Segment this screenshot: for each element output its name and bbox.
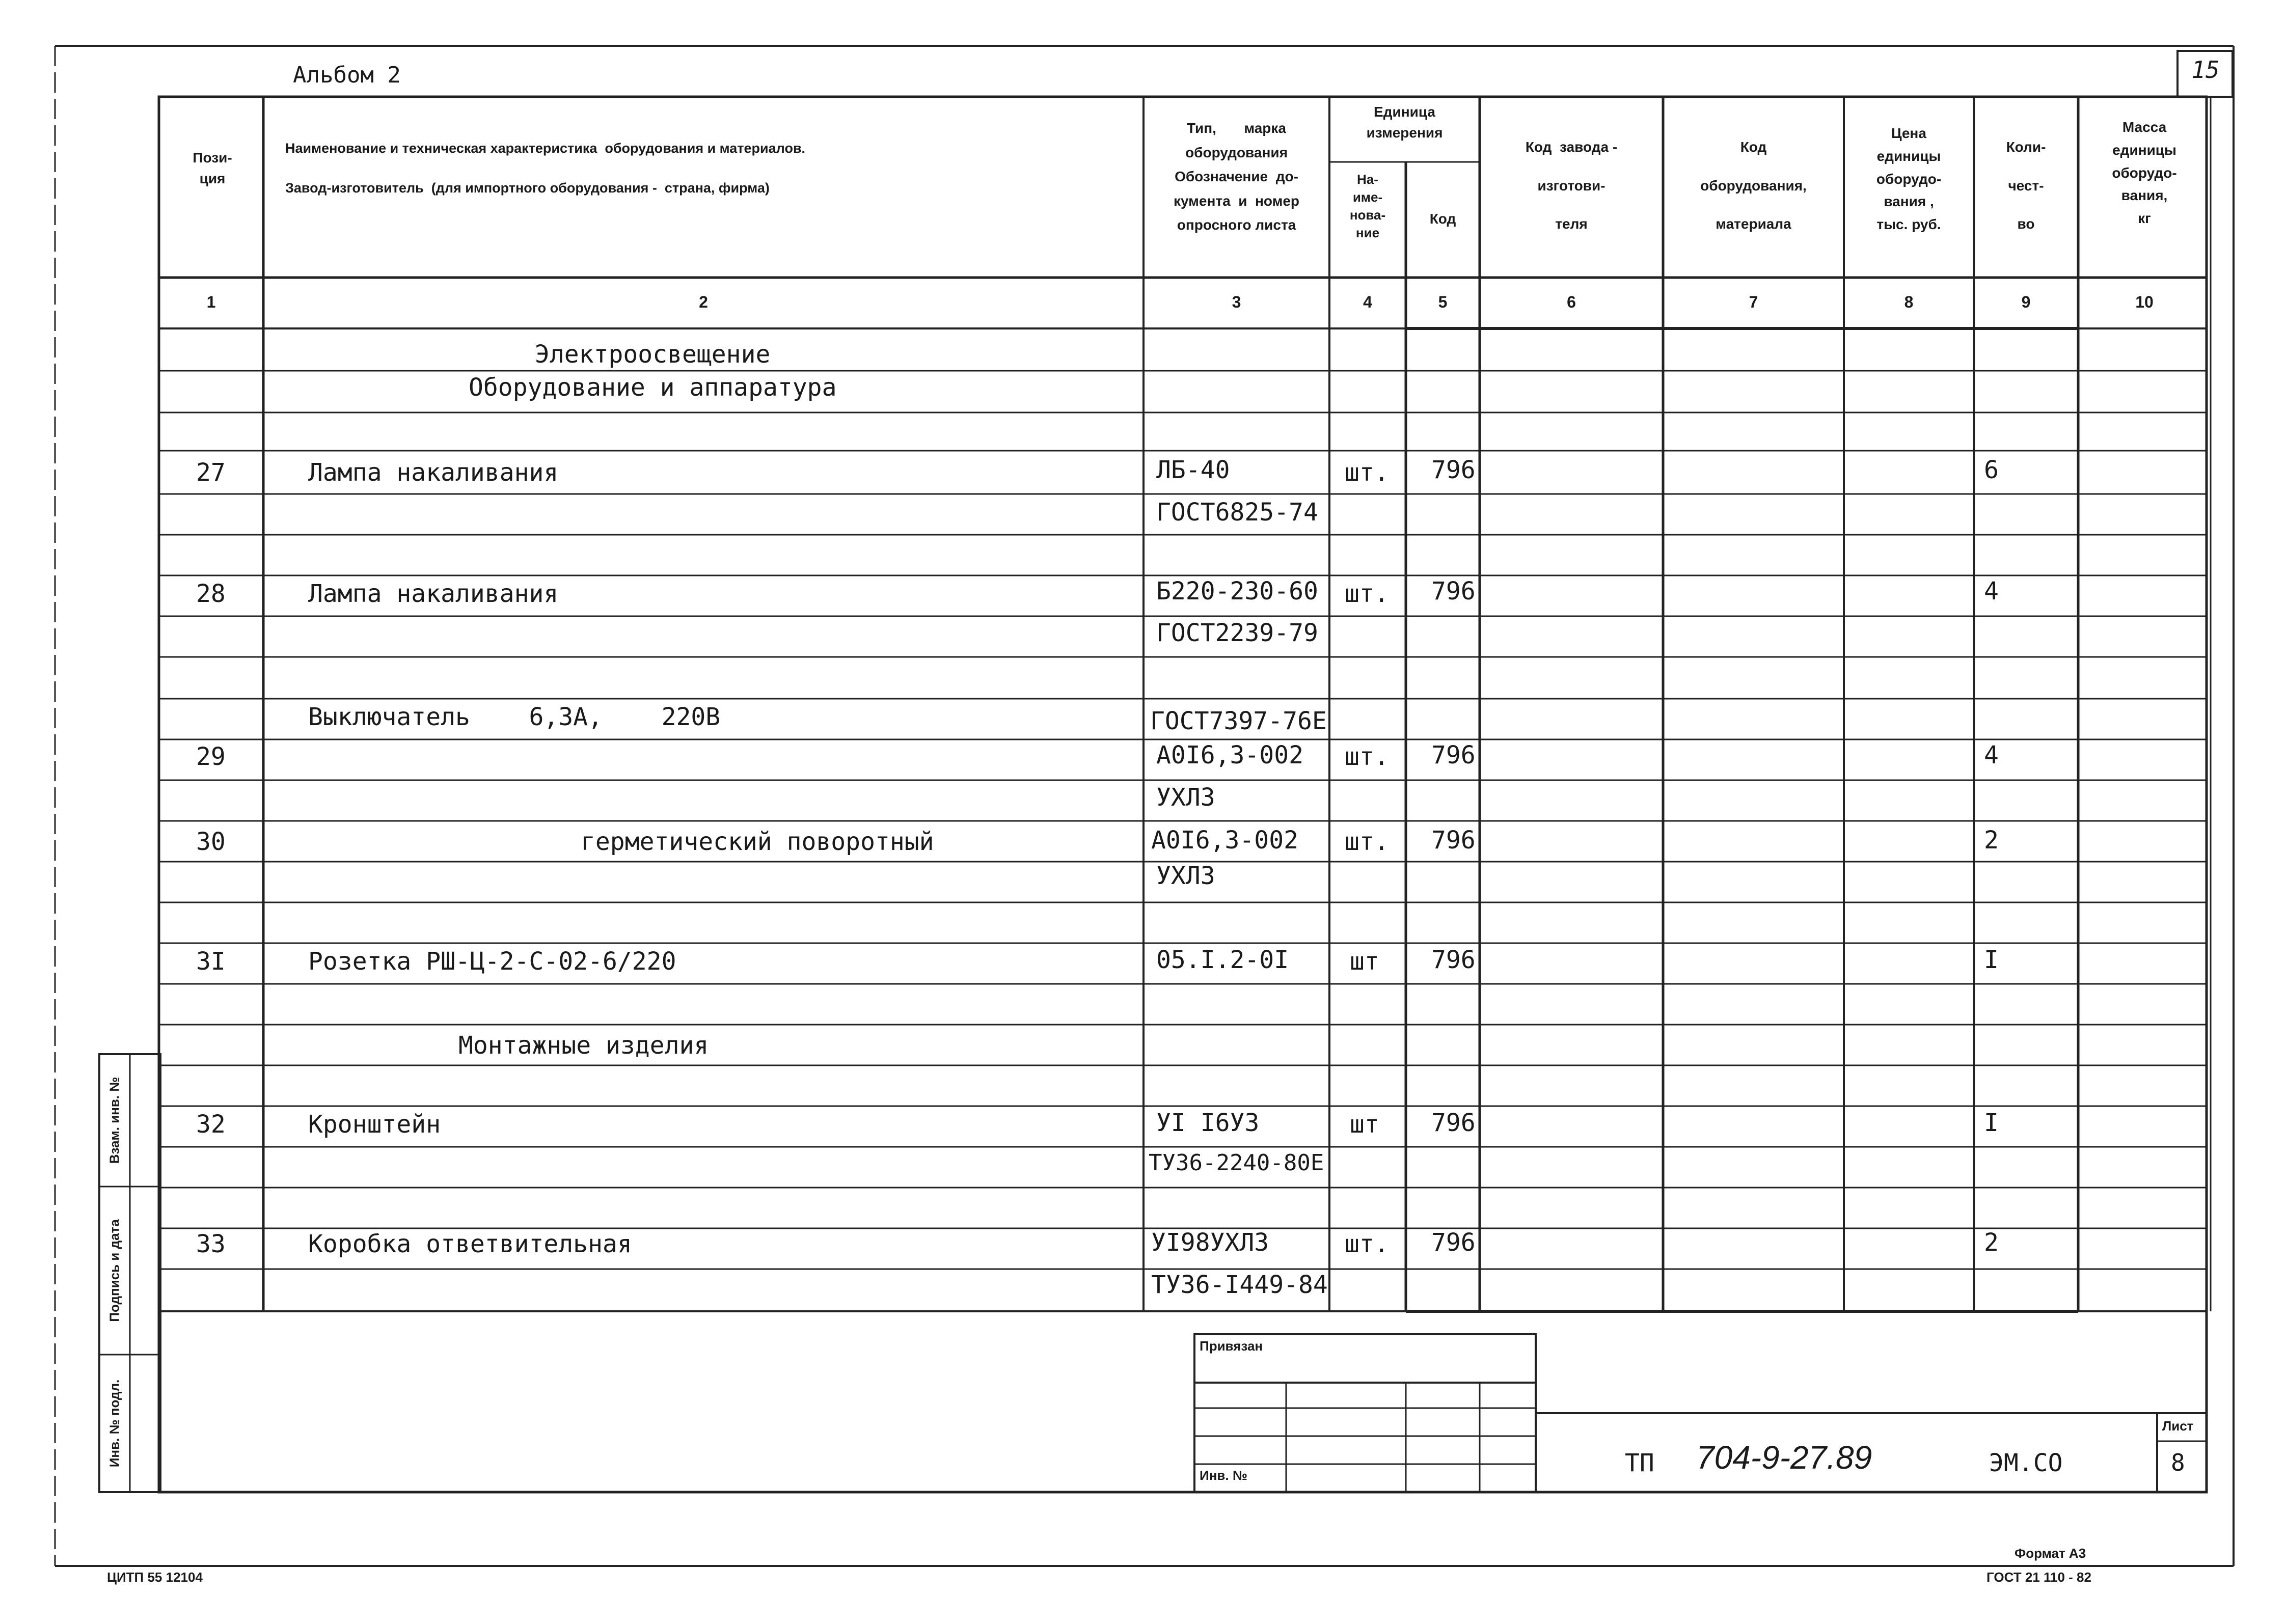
col-header-4: На- име- нова- ние <box>1349 172 1386 241</box>
row-code: 796 <box>1431 456 1476 484</box>
side-stamp-label: Инв. № подл. <box>106 1379 122 1468</box>
privyazan-label: Привязан <box>1200 1338 1263 1354</box>
col-num: 3 <box>1232 293 1241 311</box>
row-unit: шт. <box>1345 458 1389 487</box>
col-header-10: Масса единицы оборудо- вания, кг <box>2112 119 2177 227</box>
col-num: 6 <box>1567 293 1576 311</box>
row-type-doc: УХЛ3 <box>1156 862 1215 890</box>
row-type-doc: ГОСТ6825-74 <box>1156 498 1318 527</box>
col-num: 8 <box>1904 293 1914 311</box>
row-position: 30 <box>196 828 226 856</box>
row-name: Коробка ответвительная <box>308 1230 632 1258</box>
col-header-9: Коли- чест- во <box>2006 139 2046 232</box>
row-name: Выключатель 6,3А, 220В <box>308 703 721 731</box>
side-stamp-label: Взам. инв. № <box>106 1077 122 1164</box>
footer-format: Формат А3 <box>2015 1546 2086 1561</box>
row-type: ЛБ-40 <box>1156 456 1230 484</box>
side-stamp-label: Подпись и дата <box>106 1219 122 1322</box>
row-qty: I <box>1984 1109 1999 1137</box>
row-type: УI98УХЛ3 <box>1151 1228 1269 1257</box>
col-num: 9 <box>2021 293 2031 311</box>
col-header-1: Пози- ция <box>193 150 232 186</box>
row-code: 796 <box>1431 1109 1476 1137</box>
row-code: 796 <box>1431 741 1476 769</box>
unit-group-header: Единица измерения <box>1366 104 1443 141</box>
row-unit: шт. <box>1345 742 1389 771</box>
section-title: Электроосвещение <box>535 340 771 369</box>
row-position: 28 <box>196 580 226 608</box>
row-type: А0I6,3-002 <box>1151 826 1298 855</box>
row-qty: 2 <box>1984 826 1999 855</box>
col-num: 7 <box>1749 293 1758 311</box>
list-number: 8 <box>2171 1449 2185 1476</box>
col-header-5: Код <box>1429 211 1456 227</box>
tp-label: ТП <box>1625 1449 1654 1477</box>
doc-suffix: ЭМ.СО <box>1989 1449 2063 1477</box>
col-num: 2 <box>699 293 708 311</box>
footer-left-code: ЦИТП 55 12104 <box>107 1570 203 1585</box>
row-name: Лампа накаливания <box>308 580 559 608</box>
row-type: ГОСТ7397-76Е <box>1150 707 1327 735</box>
section-title: Монтажные изделия <box>458 1031 709 1060</box>
row-qty: 6 <box>1984 456 1999 484</box>
row-name: герметический поворотный <box>581 828 934 856</box>
list-label: Лист <box>2162 1418 2194 1434</box>
row-qty: 4 <box>1984 741 1999 769</box>
row-unit: шт. <box>1345 1230 1389 1258</box>
row-type: А0I6,3-002 <box>1156 741 1303 769</box>
row-unit: шт <box>1350 947 1379 976</box>
row-type-doc: УХЛ3 <box>1156 783 1215 812</box>
col-header-3: Тип, марка оборудования Обозначение до- кумента и номер опросного листа <box>1173 120 1300 233</box>
section-title: Оборудование и аппаратура <box>469 373 837 402</box>
row-type-doc: ГОСТ2239-79 <box>1156 619 1318 647</box>
col-num: 5 <box>1438 293 1448 311</box>
row-code: 796 <box>1431 1228 1476 1257</box>
inv-label: Инв. № <box>1200 1468 1247 1483</box>
row-name: Кронштейн <box>308 1110 441 1139</box>
row-name: Розетка РШ-Ц-2-С-02-6/220 <box>308 947 676 976</box>
footer-gost: ГОСТ 21 110 - 82 <box>1986 1570 2091 1585</box>
row-unit: шт <box>1350 1110 1379 1139</box>
row-position: 29 <box>196 742 226 771</box>
doc-number: 704-9-27.89 <box>1696 1439 1872 1476</box>
row-qty: 2 <box>1984 1228 1999 1257</box>
row-type: 05.I.2-0I <box>1156 946 1289 974</box>
row-code: 796 <box>1431 577 1476 605</box>
row-unit: шт. <box>1345 828 1389 856</box>
row-type-doc: ТУ36-I449-84 <box>1151 1271 1328 1299</box>
row-name: Лампа накаливания <box>308 458 559 487</box>
col-header-6: Код завода - изготови- теля <box>1525 139 1618 232</box>
col-num: 10 <box>2135 293 2154 311</box>
row-position: 32 <box>196 1110 226 1139</box>
row-type: УI I6У3 <box>1156 1109 1260 1137</box>
col-header-8: Цена единицы оборудо- вания , тыс. руб. <box>1876 125 1942 233</box>
col-num: 4 <box>1363 293 1372 311</box>
row-type-doc: ТУ36-2240-80Е <box>1149 1150 1324 1176</box>
row-type: Б220-230-60 <box>1156 577 1318 605</box>
row-position: 27 <box>196 458 226 487</box>
row-code: 796 <box>1431 946 1476 974</box>
album-label: Альбом 2 <box>293 62 401 88</box>
col-header-7: Код оборудования, материала <box>1700 139 1807 232</box>
row-position: 3I <box>196 947 226 976</box>
row-position: 33 <box>196 1230 226 1258</box>
row-unit: шт. <box>1345 580 1389 608</box>
col-num: 1 <box>206 293 216 311</box>
row-qty: I <box>1984 946 1999 974</box>
sheet-corner-number: 15 <box>2191 56 2220 84</box>
row-code: 796 <box>1431 826 1476 855</box>
row-qty: 4 <box>1984 577 1999 605</box>
col-header-2: Наименование и техническая характеристика оборудования и материалов. Завод-изготовитель (для импортного оборудования - страна, фирма) <box>285 141 806 196</box>
